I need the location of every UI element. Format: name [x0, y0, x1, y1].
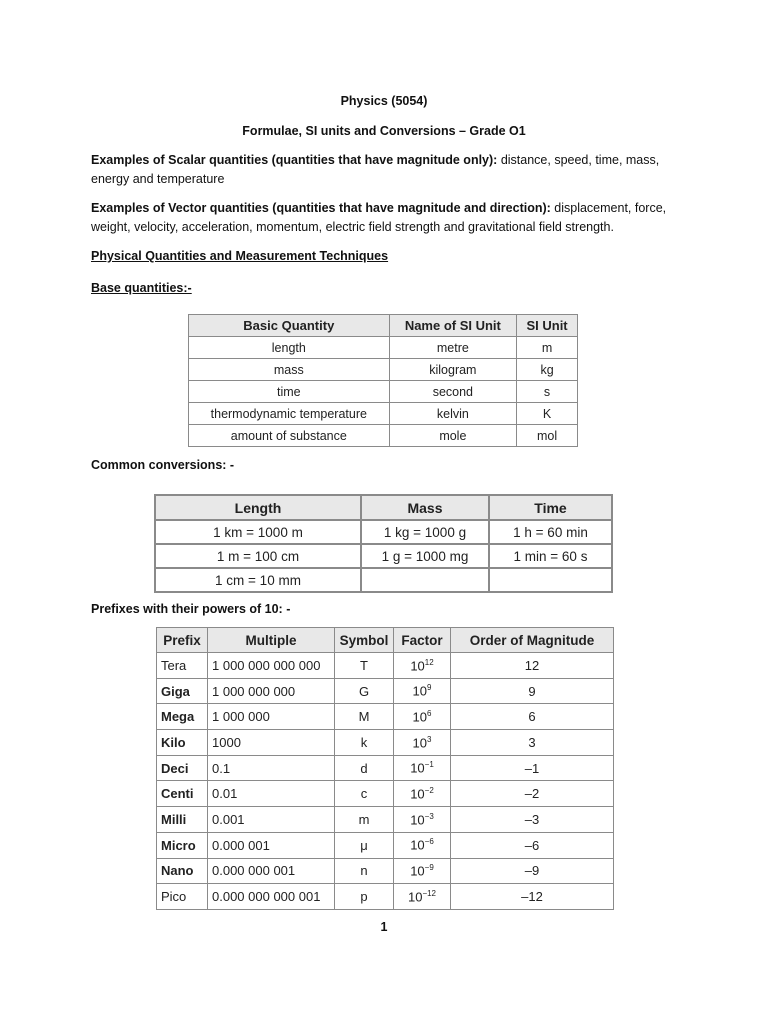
header-factor: Factor — [394, 628, 451, 653]
table-row — [157, 807, 614, 833]
cell-unit: kg — [517, 359, 578, 381]
header-mass: Mass — [361, 495, 489, 520]
cell-factor — [394, 807, 451, 833]
cell-symbol: T — [335, 653, 394, 679]
document-title: Physics (5054) — [340, 94, 428, 108]
cell-factor — [394, 832, 451, 858]
header-order-of-magnitude: Order of Magnitude — [451, 628, 614, 653]
table-row — [157, 653, 614, 679]
cell-symbol: n — [335, 858, 394, 884]
cell-multiple: 0.000 001 — [208, 832, 335, 858]
cell-multiple: 1000 — [208, 730, 335, 756]
table-row — [189, 337, 578, 359]
header-length: Length — [155, 495, 361, 520]
vector-label: Examples of Vector quantities (quantities that have magnitude and direction): — [91, 201, 551, 215]
table-row — [189, 359, 578, 381]
cell-prefix: Kilo — [157, 730, 208, 756]
cell-multiple: 0.000 000 000 001 — [208, 884, 335, 910]
cell-quantity: amount of substance — [189, 425, 390, 447]
cell-unit-name: second — [389, 381, 517, 403]
table-row — [157, 755, 614, 781]
cell-order: –1 — [451, 755, 614, 781]
factor-exponent: −12 — [422, 888, 437, 898]
cell-symbol: M — [335, 704, 394, 730]
cell-factor — [394, 755, 451, 781]
table-row — [157, 832, 614, 858]
cell-factor — [394, 781, 451, 807]
factor-base: 10 — [410, 837, 425, 853]
cell-symbol: d — [335, 755, 394, 781]
cell-factor — [394, 704, 451, 730]
header-si-unit-name: Name of SI Unit — [389, 315, 517, 337]
cell-multiple: 0.000 000 001 — [208, 858, 335, 884]
cell-multiple: 0.1 — [208, 755, 335, 781]
factor-exponent: −1 — [424, 760, 434, 770]
cell-symbol: m — [335, 807, 394, 833]
scalar-paragraph-line2: energy and temperature — [91, 172, 225, 186]
cell-length: 1 cm = 10 mm — [155, 568, 361, 592]
cell-prefix: Nano — [157, 858, 208, 884]
prefixes-table — [156, 627, 614, 910]
base-quantities-heading: Base quantities:- — [91, 281, 192, 295]
cell-symbol: k — [335, 730, 394, 756]
cell-time — [489, 568, 612, 592]
cell-unit-name: metre — [389, 337, 517, 359]
cell-symbol: c — [335, 781, 394, 807]
table-row — [157, 781, 614, 807]
table-row — [189, 425, 578, 447]
cell-multiple: 0.001 — [208, 807, 335, 833]
cell-order: 9 — [451, 678, 614, 704]
factor-base: 10 — [412, 683, 427, 699]
cell-factor — [394, 884, 451, 910]
table-header-row — [189, 315, 578, 337]
document-subtitle: Formulae, SI units and Conversions – Grade O1 — [242, 124, 526, 138]
vector-examples: displacement, force, — [550, 201, 667, 215]
factor-base: 10 — [410, 863, 425, 879]
cell-order: –2 — [451, 781, 614, 807]
cell-multiple: 1 000 000 000 — [208, 678, 335, 704]
factor-exponent: 12 — [424, 657, 434, 667]
page-number: 1 — [380, 920, 388, 934]
cell-prefix: Pico — [157, 884, 208, 910]
cell-order: –6 — [451, 832, 614, 858]
table-row — [157, 730, 614, 756]
table-row — [157, 678, 614, 704]
factor-base: 10 — [412, 709, 427, 725]
cell-factor — [394, 653, 451, 679]
cell-prefix: Centi — [157, 781, 208, 807]
cell-multiple: 0.01 — [208, 781, 335, 807]
cell-multiple: 1 000 000 000 000 — [208, 653, 335, 679]
cell-prefix: Micro — [157, 832, 208, 858]
conversions-heading: Common conversions: - — [91, 458, 235, 472]
cell-prefix: Mega — [157, 704, 208, 730]
cell-quantity: time — [189, 381, 390, 403]
cell-quantity: mass — [189, 359, 390, 381]
header-symbol: Symbol — [335, 628, 394, 653]
cell-prefix: Milli — [157, 807, 208, 833]
cell-quantity: length — [189, 337, 390, 359]
section-heading: Physical Quantities and Measurement Techniques — [91, 249, 389, 263]
cell-mass — [361, 568, 489, 592]
header-si-unit: SI Unit — [517, 315, 578, 337]
cell-unit-name: kelvin — [389, 403, 517, 425]
factor-exponent: 6 — [427, 709, 432, 719]
prefixes-heading: Prefixes with their powers of 10: - — [91, 602, 291, 616]
cell-factor — [394, 678, 451, 704]
cell-prefix: Giga — [157, 678, 208, 704]
table-row — [155, 544, 612, 568]
cell-symbol: G — [335, 678, 394, 704]
factor-base: 10 — [410, 812, 425, 828]
cell-time: 1 min = 60 s — [489, 544, 612, 568]
factor-exponent: −6 — [424, 837, 434, 847]
cell-multiple: 1 000 000 — [208, 704, 335, 730]
cell-unit: s — [517, 381, 578, 403]
header-time: Time — [489, 495, 612, 520]
cell-prefix: Tera — [157, 653, 208, 679]
factor-base: 10 — [407, 889, 423, 905]
scalar-paragraph-line1 — [91, 151, 691, 169]
cell-order: –9 — [451, 858, 614, 884]
cell-symbol: p — [335, 884, 394, 910]
table-header-row — [155, 495, 612, 520]
table-row — [155, 520, 612, 544]
scalar-examples: distance, speed, time, mass, — [497, 153, 660, 167]
factor-exponent: −3 — [424, 811, 434, 821]
table-row — [157, 858, 614, 884]
cell-time: 1 h = 60 min — [489, 520, 612, 544]
cell-order: –3 — [451, 807, 614, 833]
factor-exponent: −2 — [424, 786, 434, 796]
cell-mass: 1 g = 1000 mg — [361, 544, 489, 568]
table-row — [189, 403, 578, 425]
vector-paragraph-line2: weight, velocity, acceleration, momentum, electric field strength and gravitational field strength. — [91, 220, 614, 234]
table-row — [155, 568, 612, 592]
table-row — [189, 381, 578, 403]
cell-length: 1 m = 100 cm — [155, 544, 361, 568]
header-prefix: Prefix — [157, 628, 208, 653]
cell-unit-name: mole — [389, 425, 517, 447]
cell-unit: K — [517, 403, 578, 425]
cell-prefix: Deci — [157, 755, 208, 781]
table-header-row — [157, 628, 614, 653]
prefix-table-body — [157, 653, 614, 910]
cell-mass: 1 kg = 1000 g — [361, 520, 489, 544]
table-row — [157, 884, 614, 910]
cell-factor — [394, 858, 451, 884]
cell-unit-name: kilogram — [389, 359, 517, 381]
cell-length: 1 km = 1000 m — [155, 520, 361, 544]
factor-base: 10 — [410, 786, 425, 802]
vector-paragraph-line1 — [91, 199, 691, 217]
scalar-label: Examples of Scalar quantities (quantities that have magnitude only): — [91, 153, 498, 167]
cell-unit: m — [517, 337, 578, 359]
factor-exponent: 9 — [427, 683, 432, 693]
header-multiple: Multiple — [208, 628, 335, 653]
factor-base: 10 — [410, 760, 425, 776]
table-row — [157, 704, 614, 730]
cell-order: 3 — [451, 730, 614, 756]
factor-base: 10 — [412, 735, 427, 751]
factor-exponent: −9 — [424, 863, 434, 873]
factor-exponent: 3 — [427, 734, 432, 744]
header-basic-quantity: Basic Quantity — [189, 315, 390, 337]
cell-quantity: thermodynamic temperature — [189, 403, 390, 425]
conversions-table — [154, 494, 613, 593]
cell-factor — [394, 730, 451, 756]
cell-unit: mol — [517, 425, 578, 447]
base-quantities-table — [188, 314, 578, 447]
cell-order: –12 — [451, 884, 614, 910]
cell-order: 12 — [451, 653, 614, 679]
factor-base: 10 — [410, 658, 425, 673]
cell-order: 6 — [451, 704, 614, 730]
cell-symbol: μ — [335, 832, 394, 858]
